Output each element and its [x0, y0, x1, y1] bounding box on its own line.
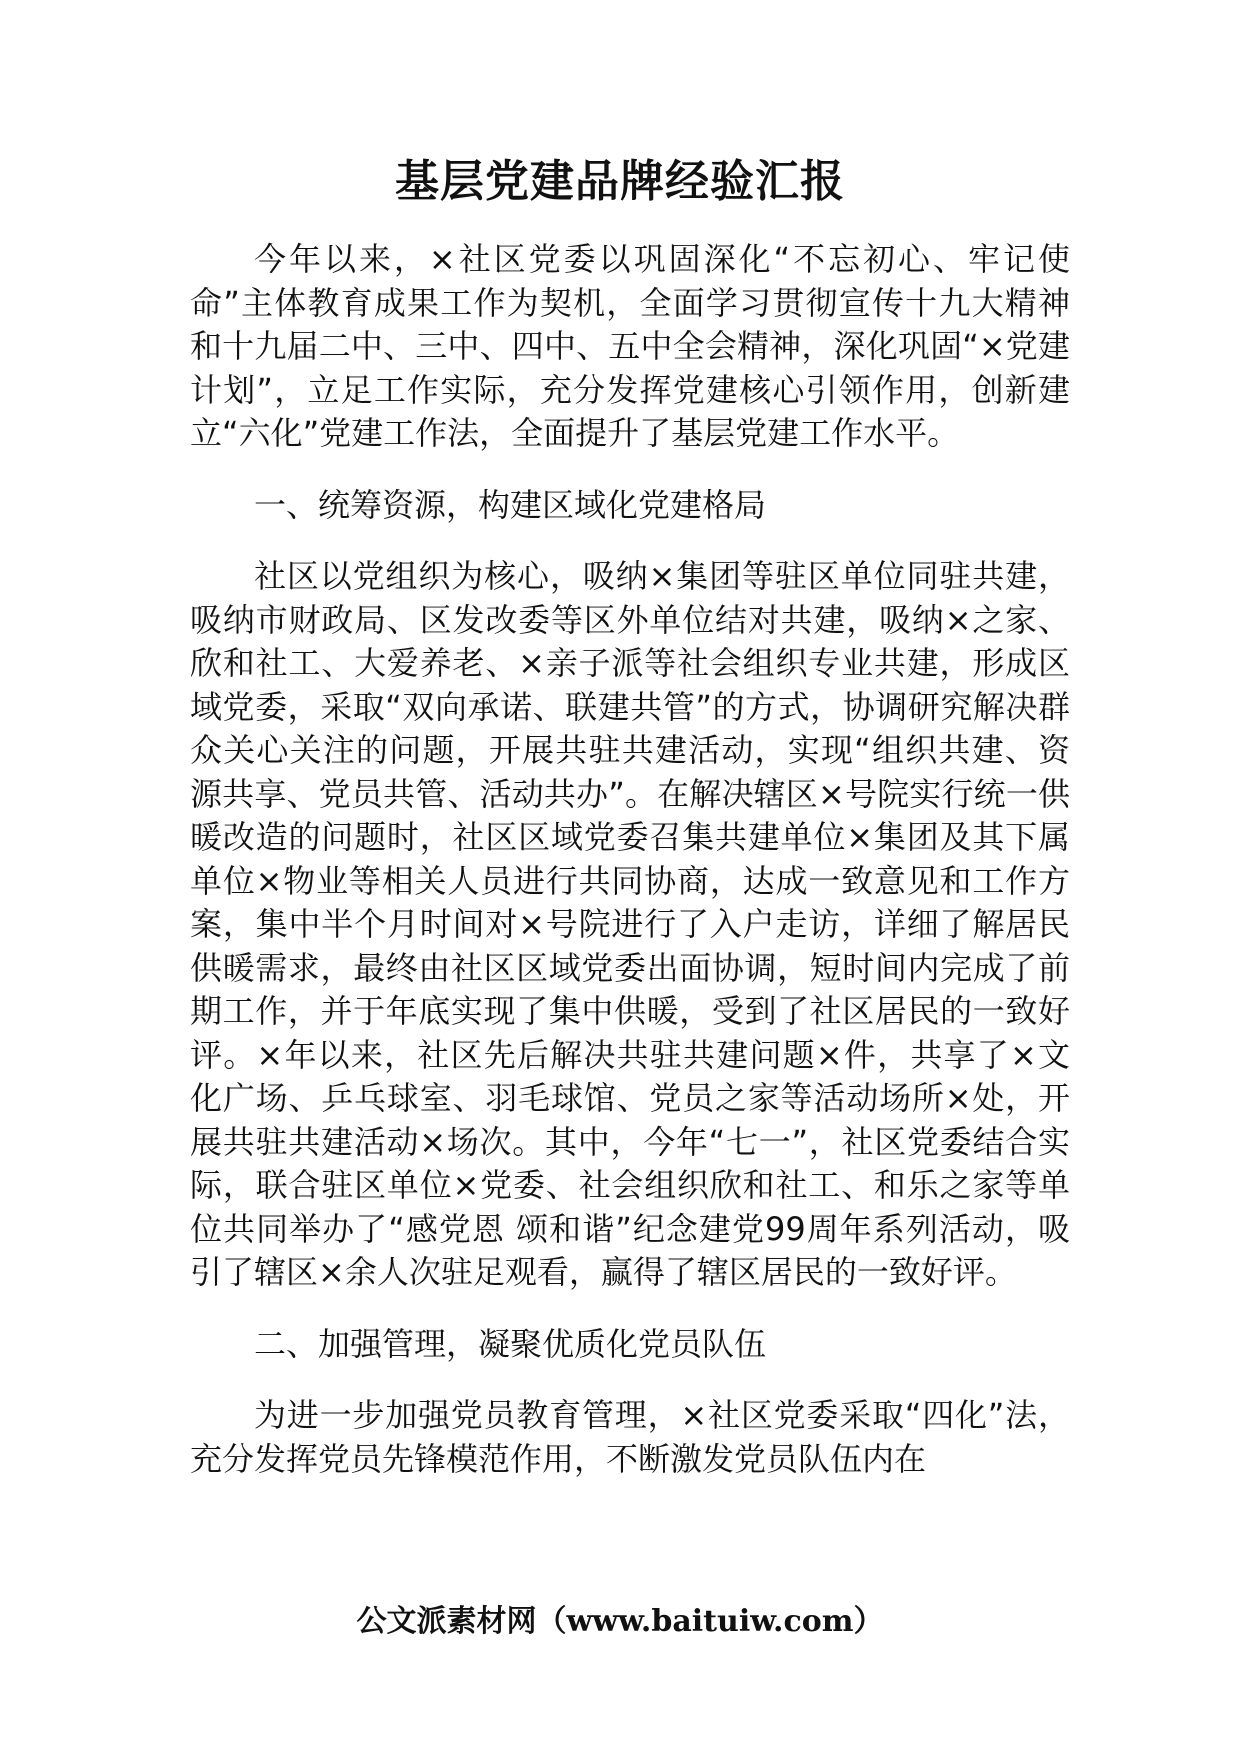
footer-source-text: 公文派素材网（www.baituiw.com）	[356, 1604, 884, 1639]
section-1-paragraph: 社区以党组织为核心，吸纳×集团等驻区单位同驻共建，吸纳市财政局、区发改委等区外单位结对共建，吸纳×之家、欣和社工、大爱养老、×亲子派等社会组织专业共建，形成区域党委，采取“双向承诺、联建共管”的方式，协调研究解决群众关心关注的问题，开展共驻共建活动，实现“组织共建、资源共享、党员共管、活动共办”。在解决辖区×号院实行统一供暖改造的问题时，社区区域党委召集共建单位×集团及其下属单位×物业等相关人员进行共同协商，达成一致意见和工作方案，集中半个月时间对×号院进行了入户走访，详细了解居民供暖需求，最终由社区区域党委出面协调，短时间内完成了前期工作，并于年底实现了集中供暖，受到了社区居民的一致好评。×年以来，社区先后解决共驻共建问题×件，共享了×文化广场、乒乓球室、羽毛球馆、党员之家等活动场所×处，开展共驻共建活动×场次。其中，今年“七一”，社区党委结合实际，联合驻区单位×党委、社会组织欣和社工、和乐之家等单位共同举办了“感党恩 颂和谐”纪念建党99周年系列活动，吸引了辖区×余人次驻足观看，赢得了辖区居民的一致好评。	[190, 557, 1070, 1291]
section-heading-1: 一、统筹资源，构建区域化党建格局	[254, 485, 767, 524]
section-2-paragraph: 为进一步加强党员教育管理，×社区党委采取“四化”法，充分发挥党员先锋模范作用，不断激发党员队伍内在	[190, 1396, 1070, 1478]
document-body	[190, 238, 1070, 1481]
document-title: 基层党建品牌经验汇报	[395, 156, 845, 207]
section-heading-2: 二、加强管理，凝聚优质化党员队伍	[254, 1324, 767, 1363]
intro-paragraph: 今年以来，×社区党委以巩固深化“不忘初心、牢记使命”主体教育成果工作为契机，全面学习贯彻宣传十九大精神和十九届二中、三中、四中、五中全会精神，深化巩固“×党建计划”，立足工作实际，充分发挥党建核心引领作用，创新建立“六化”党建工作法，全面提升了基层党建工作水平。	[190, 240, 1070, 452]
